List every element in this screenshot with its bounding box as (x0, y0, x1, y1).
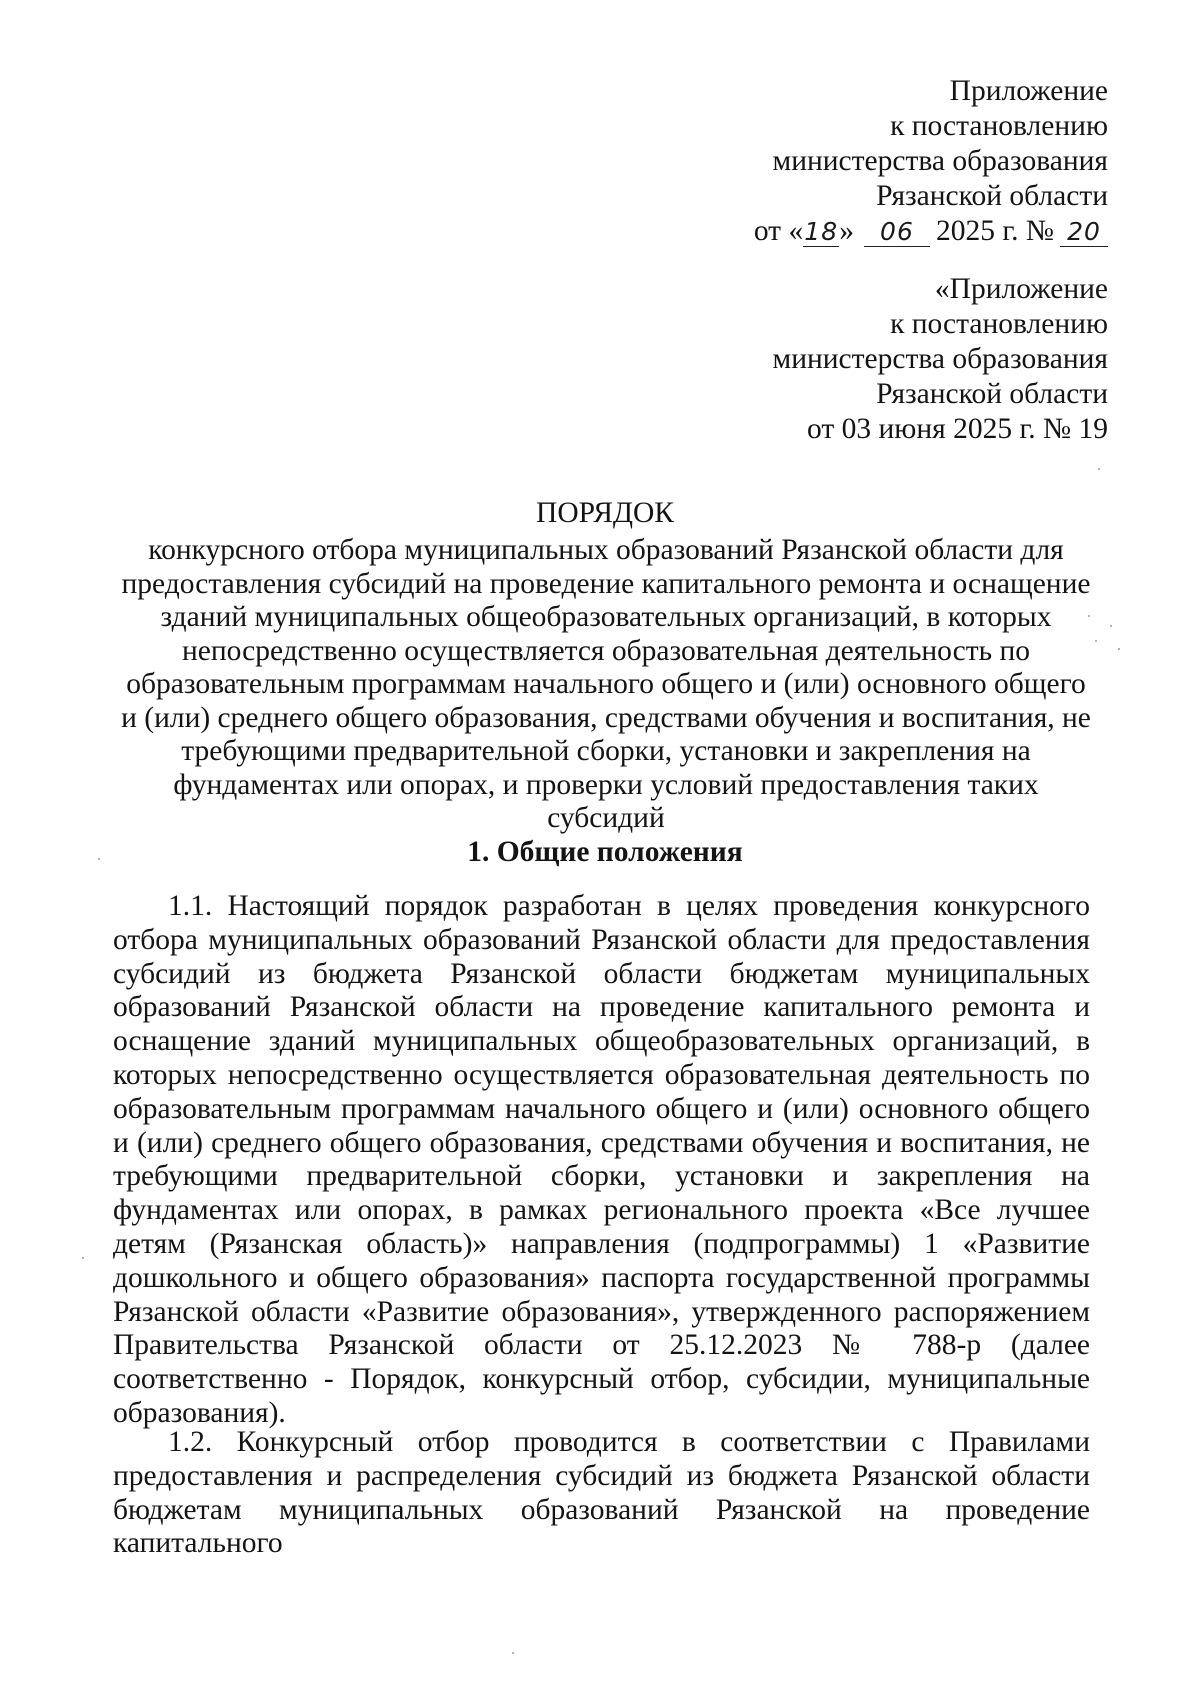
approval-line: «Приложение (934, 273, 1108, 305)
approval-block-previous (773, 272, 1108, 447)
scan-speck (1088, 615, 1090, 617)
approval-line: Приложение (949, 75, 1108, 107)
date-prefix: от « (753, 215, 804, 247)
handwritten-number: 20 (1060, 218, 1108, 247)
date-day-close: » (839, 215, 854, 247)
scan-speck (1110, 625, 1112, 627)
approval-line: министерства образования (772, 145, 1108, 177)
approval-line: к постановлению (890, 308, 1108, 340)
approval-block-current (754, 74, 1108, 249)
scan-speck (1095, 640, 1097, 642)
paragraph-1-2: 1.2. Конкурсный отбор проводится в соответствии с Правилами предоставления и распределения субсидий из бюджета Рязанской области бюджетам муниципальных образований Рязанской на проведение капитального (113, 1426, 1090, 1560)
scan-speck (82, 1257, 84, 1259)
approval-line: Рязанской области (876, 180, 1108, 212)
approval-line: от 03 июня 2025 г. № 19 (807, 413, 1108, 445)
approval-line: Рязанской области (876, 378, 1108, 410)
scan-speck (1098, 468, 1100, 470)
document-title: ПОРЯДОК (536, 497, 674, 529)
handwritten-month: 06 (864, 218, 930, 247)
approval-date-line (754, 214, 1108, 249)
paragraph-1-1: 1.1. Настоящий порядок разработан в целях проведения конкурсного отбора муниципальных образований Рязанской области для предоставления субсидий из бюджета Рязанской области бюджетам муниципальных образований Рязанской области на проведение капитального ремонта и оснащение зданий муниципальных общеобразовательных организаций, в которых непосредственно осуществляется образовательная деятельность по образовательным программам начального общего и (или) основного общего и (или) среднего общего образования, средствами обучения и воспитания, не требующими предварительной сборки, установки и закрепления на фундаментах или опорах, в рамках регионального проекта «Все лучшее детям (Рязанская область)» направления (подпрограммы) 1 «Развитие дошкольного и общего образования» паспорта государственной программы Рязанской области «Развитие образования», утвержденного распоряжением Правительства Рязанской области от 25.12.2023 № 788-р (далее соответственно - Порядок, конкурсный отбор, субсидии, муниципальные образования). (113, 890, 1090, 1429)
approval-line: министерства образования (772, 343, 1108, 375)
approval-line: к постановлению (890, 110, 1108, 142)
scan-speck (512, 1652, 514, 1654)
scan-speck (1118, 648, 1120, 650)
handwritten-day: 18 (804, 217, 839, 246)
section-heading: 1. Общие положения (467, 836, 743, 868)
date-year-text: 2025 г. № (935, 215, 1054, 247)
document-subtitle: конкурсного отбора муниципальных образований Рязанской области для предоставления субсидий на проведение капитального ремонта и оснащение зданий муниципальных общеобразовательных организаций, в которых непосредственно осуществляется образовательная деятельность по образовательным программам начального общего и (или) основного общего и (или) среднего общего образования, средствами обучения и воспитания, не требующими предварительной сборки, установки и закрепления на фундаментах или опорах, и проверки условий предоставления таких субсидий (121, 534, 1091, 834)
scan-speck (98, 858, 100, 860)
